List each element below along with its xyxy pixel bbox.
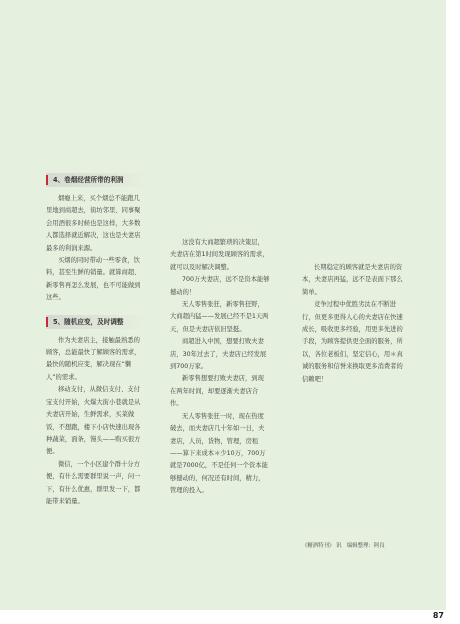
paragraph: 长期稳定的顾客就是夫妻店的资本，夫妻店再猛，远不是表面下那么简单。: [302, 264, 403, 296]
paragraph: 烟瘾上来，买个烟总不能跑几里地到商超去，街坊邻里、同事聚会用酒很多时候也是这样，大多数人都选择就近解决，这也是夫妻店最多的利润来源。: [46, 195, 141, 252]
section-heading: 5、随机应变，及时调整: [46, 315, 146, 329]
column-middle: [170, 237, 270, 498]
paragraph: 买烟的同时带动一些零食，饮料，甚至生鲜的销量。就算商超、新零售再怎么发展，也不可能做到这些。: [46, 257, 141, 302]
paragraph: 700万夫妻店，远不是资本能够撼动的！: [170, 276, 270, 296]
column-right: [302, 262, 406, 386]
source-credit: 《糖酒特刊》 讯 编辑整理：阿良: [302, 543, 385, 549]
paragraph: 这没有大商超繁琐的决策层，夫妻店在第1时间发现顾客的需求，就可以及时解决调整。: [170, 239, 269, 271]
paragraph: 作为夫妻店主，接触最熟悉的顾客，总能最快了解顾客的需求，最快的随机应变，解决现在“懒人”的需求。: [46, 336, 141, 381]
paragraph: 商超进入中国，想要打败夫妻店，30年过去了，夫妻店已经发展到700万家。: [170, 338, 267, 371]
paragraph: 竞争过程中优胜劣汰在不断进行，但更多更得人心的夫妻店在快速成长，吸收更多经验，用更多先进的手段，为顾客提供更全面的服务，所以，各位老板们，坚定信心，用＊真诚的服务和信誉来换取更多消费者的信赖吧！: [302, 301, 403, 383]
paragraph: 新零售想要打败夫妻店，到现在两年时间，却要逐渐夫妻店合作。: [170, 375, 264, 408]
paragraph: 无人零售张狂，新零售狂野，大商超内猛——发展已经不是1天两天，但是夫妻店依旧坚挺。: [170, 301, 269, 333]
paragraph: 无人零售张狂一时，现在热度破去，而夫妻店几十年如一日，夫妻店，人员，货物，管理，房租——算下来成本＊少10万，700万就是7000亿，不是任何一个资本能够撼动的，何况还有时间，精力，管理的投入。: [170, 412, 268, 495]
section-heading: 4、卷烟经营所带的利润: [46, 173, 146, 187]
column-left: [46, 170, 146, 508]
paragraph: 移动支付，从微信支付、支付宝支付开始，火爆大街小巷就是从夫妻店开始，生鲜需求，买菜做饭，不想跑，楼下小店快速出现各种蔬菜，面条，馒头——购买很方便。: [46, 386, 141, 456]
page-number: 87: [432, 611, 444, 620]
paragraph: 微信，一个小区建个群十分方便，有什么需要群里说一声，问一下，有什么优惠，群里发一下，都能带来销量。: [46, 460, 141, 505]
